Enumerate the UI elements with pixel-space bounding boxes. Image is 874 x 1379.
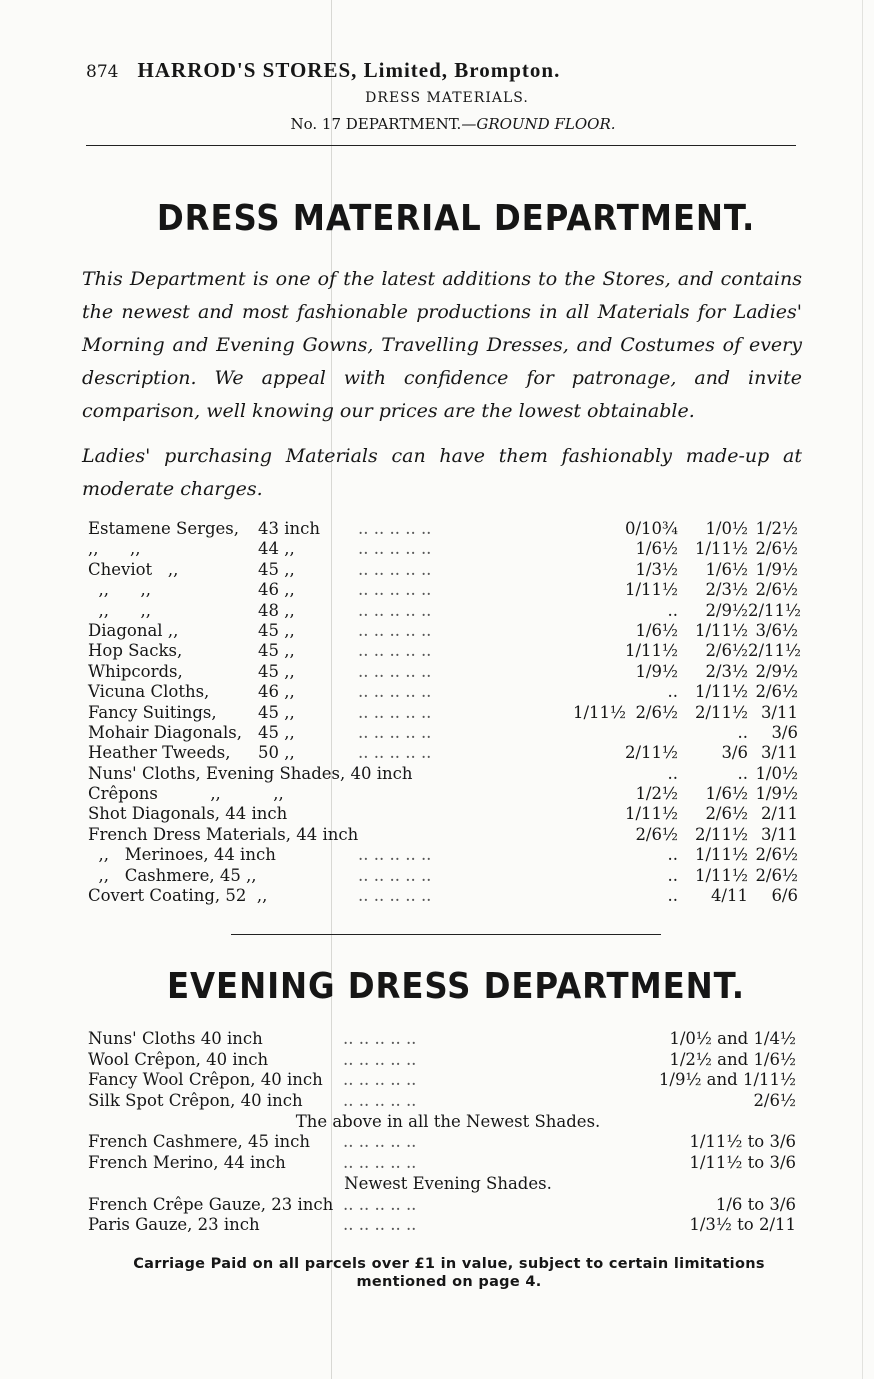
section-divider [231, 934, 661, 935]
price-row [88, 539, 808, 559]
department-line [0, 115, 874, 133]
material-name: ,, Cashmere, 45 ,, [88, 865, 257, 885]
evening-price: 1/11½ to 3/6 [689, 1153, 796, 1173]
material-name: Whipcords, [88, 661, 183, 681]
material-name: Estamene Serges, [88, 519, 240, 538]
price-p4: 1/2½ [755, 519, 798, 538]
carriage-notice-line2: mentioned on page 4. [356, 1274, 542, 1290]
price-p2: 2/11½ [624, 743, 678, 763]
material-name: Heather Tweeds, [88, 743, 231, 763]
material-name: ,, Merinoes, 44 inch [88, 845, 276, 865]
price-p3: 2/11½ [694, 824, 748, 844]
leader-dots: .. .. .. .. .. [358, 661, 432, 681]
shade-note [88, 1112, 808, 1133]
dress-title: DRESS MATERIAL DEPARTMENT. [156, 198, 756, 239]
leader-dots: .. .. .. .. .. [358, 865, 432, 885]
price-p3: 1/11½ [694, 620, 748, 640]
material-name: Hop Sacks, [88, 641, 183, 661]
evening-title: EVENING DRESS DEPARTMENT. [167, 966, 745, 1007]
shade-note-text: Newest Evening Shades. [344, 1173, 552, 1193]
price-row [88, 804, 808, 824]
material-width: 44 ,, [258, 539, 295, 559]
price-p4: 2/6½ [755, 539, 798, 559]
evening-material-name: French Cashmere, 45 inch [88, 1132, 310, 1152]
leader-dots: .. .. .. .. .. [343, 1029, 417, 1048]
evening-row [88, 1091, 808, 1112]
leader-dots: .. .. .. .. .. [358, 886, 432, 906]
evening-price: 1/3½ to 2/11 [689, 1215, 796, 1235]
price-row [88, 662, 808, 682]
leader-dots: .. .. .. .. .. [343, 1194, 417, 1214]
price-row [88, 825, 808, 845]
leader-dots: .. .. .. .. .. [343, 1049, 417, 1069]
section-heading: DRESS MATERIALS. [365, 90, 529, 106]
price-p2: 2/6½ [635, 702, 678, 722]
evening-material-name: Silk Spot Crêpon, 40 inch [88, 1091, 303, 1111]
price-p3: .. [737, 722, 748, 742]
price-p3: 2/9½ [705, 600, 748, 620]
material-width: 46 ,, [258, 580, 295, 600]
price-row [88, 703, 808, 723]
price-p3: 1/11½ [694, 682, 748, 702]
material-name: Diagonal ,, [88, 620, 179, 640]
material-name: French Dress Materials, 44 inch [88, 824, 359, 844]
price-p4: 1/0½ [755, 763, 798, 783]
leader-dots: .. .. .. .. .. [358, 722, 432, 742]
price-p4: 2/11 [760, 804, 798, 824]
price-p3: 1/6½ [705, 559, 748, 579]
price-p2: .. [667, 763, 678, 783]
price-p3: 2/11½ [694, 702, 748, 722]
price-p4: 2/6½ [755, 845, 798, 865]
price-p4: 2/9½ [755, 661, 798, 681]
leader-dots: .. .. .. .. .. [358, 539, 432, 559]
price-p2: 1/6½ [635, 539, 678, 559]
price-p2: .. [667, 845, 678, 865]
price-row [88, 601, 808, 621]
price-p2: 1/2½ [635, 784, 678, 804]
evening-row [88, 1215, 808, 1236]
material-width: 45 ,, [258, 641, 295, 661]
price-p4: 2/11½ [748, 600, 802, 620]
material-name: Cheviot ,, [88, 559, 179, 579]
material-width: 45 ,, [258, 661, 295, 681]
carriage-notice [0, 1255, 874, 1291]
page-header [86, 58, 796, 83]
price-row [88, 764, 808, 784]
evening-row [88, 1029, 808, 1050]
evening-row [88, 1070, 808, 1091]
evening-material-name: French Merino, 44 inch [88, 1153, 286, 1173]
material-name: Shot Diagonals, 44 inch [88, 804, 288, 824]
price-row [88, 560, 808, 580]
leader-dots: .. .. .. .. .. [343, 1153, 417, 1173]
material-width: 45 ,, [258, 702, 295, 722]
leader-dots: .. .. .. .. .. [358, 743, 432, 763]
dress-intro: This Department is one of the latest additions to the Stores, and contains the newest and most fashionable productions in all Materials for Ladies' Morning and Evening Gowns, Travelling Dresses, and Costumes of every description. We appeal with confidence for patronage, and invite comparison, well knowing our prices are the lowest obtainable. [82, 268, 802, 422]
price-p4: 3/11 [760, 702, 798, 722]
price-p4: 6/6 [771, 886, 798, 906]
price-p2: .. [667, 865, 678, 885]
material-name: ,, ,, [88, 600, 151, 620]
price-row [88, 580, 808, 600]
leader-dots: .. .. .. .. .. [343, 1215, 417, 1235]
price-p2: 2/6½ [635, 824, 678, 844]
price-p4: 3/6 [771, 722, 798, 742]
evening-price: 1/2½ and 1/6½ [669, 1049, 796, 1069]
price-row [88, 682, 808, 702]
page-number: 874 [86, 62, 119, 82]
leader-dots: .. .. .. .. .. [343, 1132, 417, 1152]
price-p2: 1/9½ [635, 661, 678, 681]
price-p4: 2/11½ [748, 641, 802, 661]
price-p3: 2/3½ [705, 661, 748, 681]
price-p4: 2/6½ [755, 865, 798, 885]
leader-dots: .. .. .. .. .. [358, 559, 432, 579]
price-p2: .. [667, 682, 678, 702]
price-p3: 3/6 [721, 743, 748, 763]
leader-dots: .. .. .. .. .. [358, 702, 432, 722]
price-p3: .. [737, 763, 748, 783]
price-p3: 1/11½ [694, 865, 748, 885]
price-p2: 1/11½ [624, 641, 678, 661]
material-width: 43 inch [258, 519, 321, 538]
price-p2: 0/10¾ [624, 519, 678, 538]
material-name: Fancy Suitings, [88, 702, 217, 722]
material-name: ,, ,, [88, 539, 141, 559]
price-row [88, 866, 808, 886]
evening-row [88, 1195, 808, 1216]
leader-dots: .. .. .. .. .. [358, 519, 432, 538]
price-p4: 2/6½ [755, 580, 798, 600]
price-p2: .. [667, 886, 678, 906]
price-p1: 1/11½ [572, 702, 626, 722]
material-name: ,, ,, [88, 580, 151, 600]
price-p4: 2/6½ [755, 682, 798, 702]
price-row [88, 723, 808, 743]
header-rule [86, 145, 796, 146]
shade-note [88, 1174, 808, 1195]
evening-row [88, 1050, 808, 1071]
evening-price: 1/11½ to 3/6 [689, 1132, 796, 1152]
material-width: 48 ,, [258, 600, 295, 620]
price-p3: 1/11½ [694, 539, 748, 559]
material-name: Crêpons ,, ,, [88, 784, 284, 804]
material-width: 46 ,, [258, 682, 295, 702]
price-p4: 3/11 [760, 743, 798, 763]
evening-row [88, 1132, 808, 1153]
leader-dots: .. .. .. .. .. [358, 600, 432, 620]
price-row [88, 641, 808, 661]
dress-note: Ladies' purchasing Materials can have them fashionably made-up at moderate charges. [82, 445, 802, 500]
price-p3: 1/0½ [705, 519, 748, 538]
material-name: Vicuna Cloths, [88, 682, 210, 702]
page-edge [862, 0, 863, 1379]
price-p3: 1/6½ [705, 784, 748, 804]
price-p4: 3/11 [760, 824, 798, 844]
leader-dots: .. .. .. .. .. [343, 1070, 417, 1090]
evening-material-name: French Crêpe Gauze, 23 inch [88, 1194, 334, 1214]
price-row [88, 519, 808, 539]
floor-label: —GROUND FLOOR. [461, 115, 616, 133]
price-p3: 2/6½ [705, 641, 748, 661]
evening-material-name: Fancy Wool Crêpon, 40 inch [88, 1070, 323, 1090]
price-row [88, 621, 808, 641]
evening-price: 2/6½ [753, 1091, 796, 1111]
leader-dots: .. .. .. .. .. [358, 682, 432, 702]
material-width: 45 ,, [258, 722, 295, 742]
evening-price-list [88, 1029, 808, 1236]
material-name: Mohair Diagonals, [88, 722, 242, 742]
price-p3: 1/11½ [694, 845, 748, 865]
leader-dots: .. .. .. .. .. [358, 620, 432, 640]
material-width: 45 ,, [258, 559, 295, 579]
price-p2: 1/11½ [624, 580, 678, 600]
price-p3: 4/11 [710, 886, 748, 906]
evening-price: 1/9½ and 1/11½ [658, 1070, 796, 1090]
carriage-notice-line1: Carriage Paid on all parcels over £1 in value, subject to certain limitations [133, 1256, 765, 1272]
evening-row [88, 1153, 808, 1174]
shade-note-text: The above in all the Newest Shades. [295, 1111, 601, 1131]
price-p4: 3/6½ [755, 620, 798, 640]
evening-material-name: Paris Gauze, 23 inch [88, 1215, 260, 1235]
price-p2: 1/11½ [624, 804, 678, 824]
price-row [88, 845, 808, 865]
material-width: 45 ,, [258, 620, 295, 640]
price-p4: 1/9½ [755, 559, 798, 579]
evening-material-name: Wool Crêpon, 40 inch [88, 1049, 269, 1069]
evening-material-name: Nuns' Cloths 40 inch [88, 1029, 263, 1048]
store-name: HARROD'S STORES, Limited, Brompton. [137, 58, 561, 82]
material-width: 50 ,, [258, 743, 295, 763]
material-name: Covert Coating, 52 ,, [88, 886, 268, 906]
evening-price: 1/0½ and 1/4½ [669, 1029, 796, 1048]
dress-price-list [88, 519, 808, 906]
evening-price: 1/6 to 3/6 [715, 1194, 796, 1214]
leader-dots: .. .. .. .. .. [343, 1091, 417, 1111]
leader-dots: .. .. .. .. .. [358, 580, 432, 600]
price-row [88, 743, 808, 763]
price-p4: 1/9½ [755, 784, 798, 804]
price-row [88, 886, 808, 906]
price-p2: 1/3½ [635, 559, 678, 579]
price-row [88, 784, 808, 804]
price-p2: 1/6½ [635, 620, 678, 640]
leader-dots: .. .. .. .. .. [358, 845, 432, 865]
department-number: No. 17 DEPARTMENT. [290, 115, 462, 133]
price-p3: 2/6½ [705, 804, 748, 824]
price-p2: .. [667, 600, 678, 620]
leader-dots: .. .. .. .. .. [358, 641, 432, 661]
material-name: Nuns' Cloths, Evening Shades, 40 inch [88, 763, 413, 783]
price-p3: 2/3½ [705, 580, 748, 600]
